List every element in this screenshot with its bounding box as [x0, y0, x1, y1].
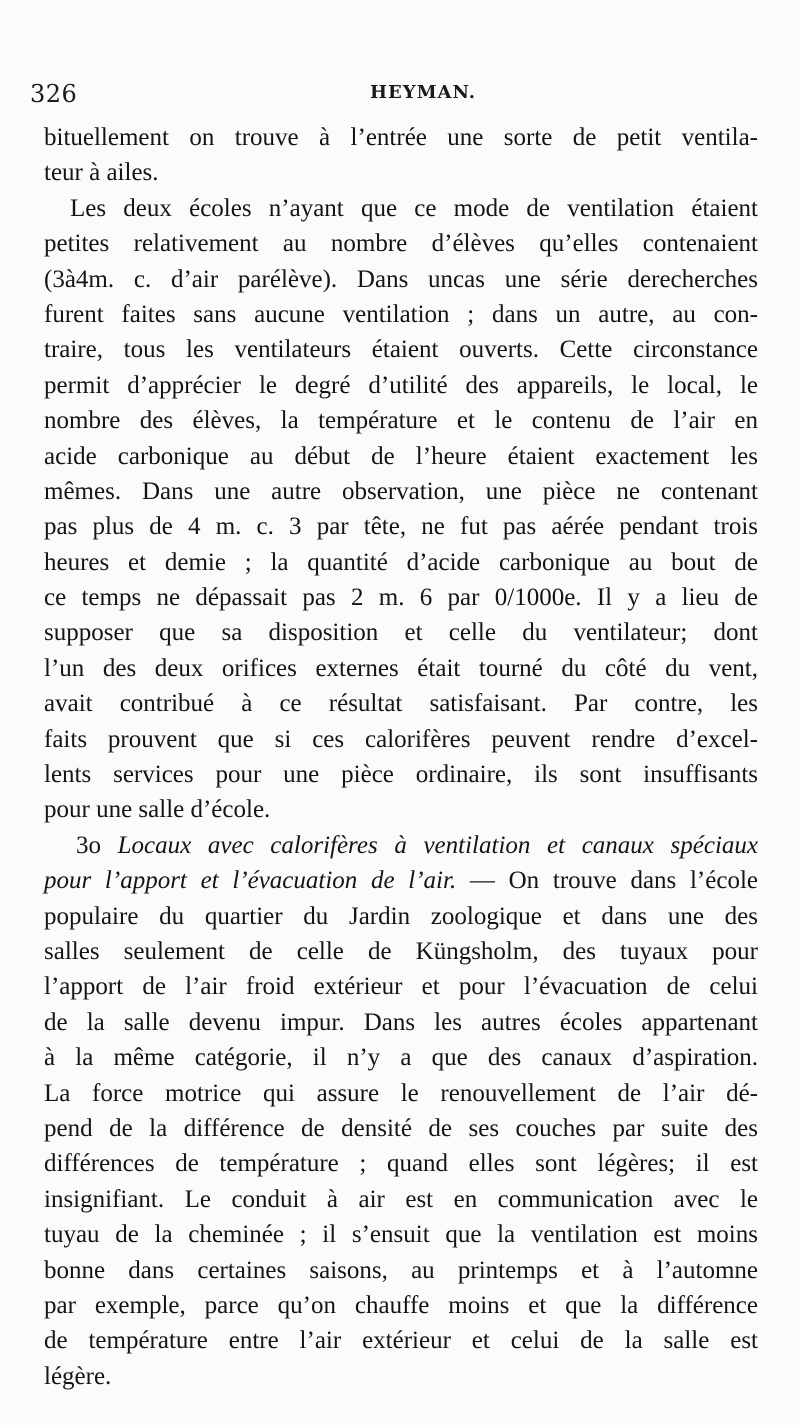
- text-line: [44, 828, 758, 863]
- text-line: teur à ailes.: [44, 159, 159, 187]
- section-number: 3o: [76, 831, 118, 859]
- text-line: acide carbonique au début de l’heure étaient exactement les: [44, 442, 758, 470]
- page-number: 326: [30, 80, 78, 108]
- text-line: furent faites sans aucune ventilation ; dans un autre, au con-: [44, 300, 758, 328]
- text-line: supposer que sa disposition et celle du ventilateur; dont: [44, 619, 758, 647]
- text-line: ce temps ne dépassait pas 2 m. 6 par 0/1000e. Il y a lieu de: [44, 584, 758, 612]
- page-header: [30, 72, 770, 112]
- text-line: La force motrice qui assure le renouvellement de l’air dé-: [44, 1079, 758, 1107]
- text-line: lents services pour une pièce ordinaire, ils sont insuffisants: [44, 761, 758, 789]
- text-line: mêmes. Dans une autre observation, une pièce ne contenant: [44, 477, 758, 505]
- text-line: insignifiant. Le conduit à air est en communication avec le: [44, 1185, 758, 1213]
- running-head: HEYMAN.: [370, 82, 477, 103]
- text-line: populaire du quartier du Jardin zoologique et dans une des: [44, 902, 758, 930]
- text-line: nombre des élèves, la température et le contenu de l’air en: [44, 407, 758, 435]
- text-line: de température entre l’air extérieur et celui de la salle est: [44, 1327, 758, 1355]
- body-text: [44, 120, 758, 1394]
- text-line: [44, 863, 758, 898]
- text-line: faits prouvent que si ces calorifères peuvent rendre d’excel-: [44, 725, 758, 753]
- text-line: pend de la différence de densité de ses couches par suite des: [44, 1114, 758, 1142]
- text-line: traire, tous les ventilateurs étaient ouverts. Cette circonstance: [44, 336, 758, 364]
- text-line: de la salle devenu impur. Dans les autres écoles appartenant: [44, 1008, 758, 1036]
- text-line: légère.: [44, 1362, 112, 1390]
- text-line: pour une salle d’école.: [44, 796, 271, 824]
- text-line: par exemple, parce qu’on chauffe moins et que la différence: [44, 1291, 758, 1319]
- text-line: avait contribué à ce résultat satisfaisant. Par contre, les: [44, 690, 758, 718]
- text-line: différences de température ; quand elles sont légères; il est: [44, 1150, 758, 1178]
- text-line: (3à4m. c. d’air parélève). Dans uncas une série derecherches: [44, 265, 758, 293]
- text-line: heures et demie ; la quantité d’acide carbonique au bout de: [44, 548, 758, 576]
- text-line: petites relativement au nombre d’élèves qu’elles contenaient: [44, 230, 758, 258]
- text-line: Les deux écoles n’ayant que ce mode de ventilation étaient: [70, 194, 758, 222]
- text-line: à la même catégorie, il n’y a que des canaux d’aspiration.: [44, 1044, 758, 1072]
- text-line: l’un des deux orifices externes était tourné du côté du vent,: [44, 654, 758, 682]
- text-line: bonne dans certaines saisons, au printemps et à l’automne: [44, 1256, 758, 1284]
- section-title-continued: pour l’apport et l’évacuation de l’air.: [44, 867, 457, 895]
- text-line: bituellement on trouve à l’entrée une sorte de petit ventila-: [44, 124, 758, 151]
- text-line: salles seulement de celle de Küngsholm, des tuyaux pour: [44, 937, 758, 965]
- text-line: l’apport de l’air froid extérieur et pour l’évacuation de celui: [44, 973, 758, 1001]
- text-line: pas plus de 4 m. c. 3 par tête, ne fut pas aérée pendant trois: [44, 513, 758, 541]
- text-line: permit d’apprécier le degré d’utilité des appareils, le local, le: [44, 371, 758, 399]
- section-title: Locaux avec calorifères à ventilation et canaux spéciaux: [117, 831, 759, 859]
- text-line: tuyau de la cheminée ; il s’ensuit que la ventilation est moins: [44, 1221, 758, 1249]
- line-text: — On trouve dans l’école: [456, 867, 758, 895]
